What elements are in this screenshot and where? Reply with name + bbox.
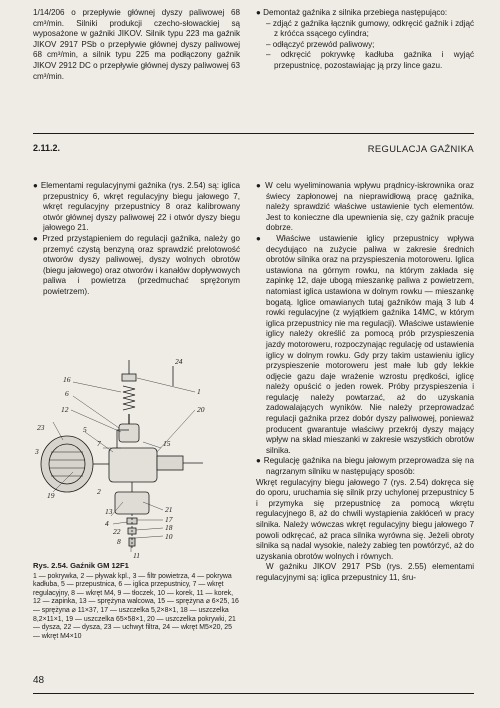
bullet-paragraph: ● Regulację gaźnika na biegu jałowym przeprowadza się na nagrzanym silniku w następujący sposób: bbox=[256, 456, 474, 477]
callout-label: 7 bbox=[97, 439, 101, 448]
bullet-paragraph: ● Właściwe ustawienie iglicy przepustnicy wpływa decydująco na zużycie paliwa w zakresie średnich obrotów silnika oraz na przyspieszenia motoroweru. Iglica ustawiona na górnym rowku, na którym zakłada się zapinkę 12, daje ubogą mieszankę paliwa z powietrzem, natomiast iglica ustawiona w dolnym rowku — mieszankę bogatą. Iglice omawianych tutaj gaźników mają 3 lub 4 rowki regulacyjne (z wyjątkiem gaźnika 14MC, w którym iglica przepustnicy nie ma regulacji). Właściwe ustawienie iglicy należy określić za pomocą prób przyspieszenia jazdy motoroweru, rozpoczynając regulację od ustawienia iglicy w dolnym rowku. Gdy przy takim ustawieniu iglicy przyspieszenie motoroweru jest małe lub gdy lekkie odjęcie gazu daje wrażenie wzrostu prędkości, iglicę należy opuścić o jeden rowek. Próby przyspieszenia i regulację należy powtarzać, aż do uzyskania zadowalających wyników. Nie należy przeprowadzać regulacji gaźnika przez dobór dyszy paliwowej, ponieważ producent gwarantuje właściwy przekrój dyszy mający wpływ na skład mieszanki w zakresie wszystkich obrotów silnika. bbox=[256, 233, 474, 455]
caption-title: Rys. 2.54. Gaźnik GM 12F1 bbox=[33, 561, 129, 570]
top-right-column bbox=[256, 8, 474, 72]
caption-legend: 1 — pokrywka, 2 — pływak kpl., 3 — filtr powietrza, 4 — pokrywa kadłuba, 5 — przepustnica, 6 — iglica przepustnicy, 7 — wkręt regulacyjny, 8 — wkręt M4, 9 — tłoczek, 10 — korek, 11 — korek, 12 — zapinka, 13 — sprężyna walcowa, 15 — sprężyna ⌀ 6×25, 16 — sprężyna ⌀ 11×37, 17 — uszczelka 5,2×8×1, 18 — uszczelka 8,2×11×1, 19 — uszczelka 65×58×1, 20 — uszczelka pokrywki, 21 — dysza, 22 — dysza, 23 — uchwyt filtra, 24 — wkręt M5×20, 25 — wkręt M4×10 bbox=[33, 572, 239, 640]
footer-rule bbox=[33, 693, 474, 694]
figure-caption bbox=[33, 562, 240, 641]
callout-label: 22 bbox=[113, 527, 121, 536]
left-body-column bbox=[33, 181, 240, 298]
intake-shape bbox=[157, 456, 183, 470]
paragraph: W gaźniku JIKOV 2917 PSb (rys. 2.55) elementami regulacyjnymi są: iglica przepustnicy 11, śru- bbox=[256, 562, 474, 582]
callout-label: 20 bbox=[197, 405, 205, 414]
section-number: 2.11.2. bbox=[33, 143, 61, 153]
callout-label: 5 bbox=[83, 425, 87, 434]
callout-label: 16 bbox=[63, 375, 71, 384]
bullet-paragraph: ● Elementami regulacyjnymi gaźnika (rys. 2.54) są: iglica przepustnicy 6, wkręt regulacyjny biegu jałowego 7, wkręt regulacyjny przepustnicy 8 oraz kalibrowany otwór głównej dyszy paliwowej 22 i otwór dyszy biegu jałowego 21. bbox=[33, 181, 240, 233]
callout-label: 13 bbox=[105, 507, 113, 516]
callout-label: 19 bbox=[47, 491, 55, 500]
callout-label: 6 bbox=[65, 389, 69, 398]
callout-label: 21 bbox=[165, 505, 173, 514]
callout-label: 24 bbox=[175, 357, 183, 366]
callout-label: 11 bbox=[133, 551, 140, 560]
callout-label: 1 bbox=[197, 387, 201, 396]
callout-label: 10 bbox=[165, 532, 173, 541]
callout-label: 12 bbox=[61, 405, 69, 414]
step-item: – zdjąć z gaźnika łącznik gumowy, odkręcić gaźnik i zdjąć z króćca ssącego cylindra; bbox=[266, 18, 474, 39]
paragraph: 1/14/206 o przepływie głównej dyszy paliwowej 68 cm³/min. Silniki produkcji czecho-słowackiej są wyposażone w gaźniki JIKOV. Silnik typu 223 ma gaźnik JIKOV 2917 PSb o przepływie głównej dyszy paliwowej 68 cm³/min, a silnik typu 225 ma podłączony gaźnik JIKOV 2912 DC o przepływie głównej dyszy paliwowej 63 cm³/min. bbox=[33, 8, 240, 81]
paragraph: Wkręt regulacyjny biegu jałowego 7 (rys. 2.54) dokręca się do oporu, uruchamia się silnik przy uchylonej przepustnicy 5 i przymyka się przepustnicę za pomocą wkrętu regulacyjnego 8, aż do chwili wystąpienia zakłóceń w pracy silnika. Należy wówczas wkręt regulacyjny biegu jałowego 7 powoli odkręcać, aż praca silnika wyrówna się. Jeżeli obroty silnika są nadal wysokie, należy zabieg ten powtórzyć, aż do uzyskania obrotów wolnych i równych. bbox=[256, 477, 474, 561]
carburetor-figure bbox=[33, 352, 240, 562]
right-body-column bbox=[256, 181, 474, 584]
callout-label: 2 bbox=[97, 487, 101, 496]
float-shape bbox=[115, 492, 149, 514]
section-title: REGULACJA GAŹNIKA bbox=[367, 143, 474, 154]
step-item: – odłączyć przewód paliwowy; bbox=[266, 39, 375, 49]
bullet-paragraph: ● Przed przystąpieniem do regulacji gaźnika, należy go przemyć czystą benzyną oraz sprawdzić prelotowość otworów dyszy paliwowej, dyszy wolnych obrotów (biegu jałowego) oraz otworów i kanałów dopływowych paliwa i powietrza (przedmuchać sprężonym powietrzem). bbox=[33, 233, 240, 296]
callout-label: 4 bbox=[105, 519, 109, 528]
callout-label: 18 bbox=[165, 523, 173, 532]
callout-label: 23 bbox=[37, 423, 45, 432]
callout-label: 3 bbox=[35, 447, 39, 456]
callout-label: 8 bbox=[117, 537, 121, 546]
callout-label: 15 bbox=[163, 439, 171, 448]
step-item: – odkręcić pokrywkę kadłuba gaźnika i wyjąć przepustnicę, pozostawiając ją przy lince gazu. bbox=[266, 50, 474, 70]
cap-shape bbox=[122, 374, 136, 381]
callout-label: 17 bbox=[165, 515, 173, 524]
bullet-paragraph: ● W celu wyeliminowania wpływu prądnicy-iskrownika oraz świecy zapłonowej na nieprawidłową pracę gaźnika, należy sprawdzić właściwe ustawienie tych elementów. Jest to konieczne dla upewnienia się, czy gaźnik pracuje dobrze. bbox=[256, 181, 474, 233]
exploded-view-drawing bbox=[33, 352, 240, 562]
top-left-column bbox=[33, 8, 240, 82]
section-divider bbox=[33, 133, 474, 134]
page-number: 48 bbox=[33, 675, 45, 686]
carb-body-shape bbox=[109, 448, 157, 482]
bullet-paragraph: ● Demontaż gaźnika z silnika przebiega następująco: bbox=[256, 8, 448, 17]
spring-shape bbox=[123, 386, 135, 410]
throttle-shape bbox=[119, 424, 139, 442]
